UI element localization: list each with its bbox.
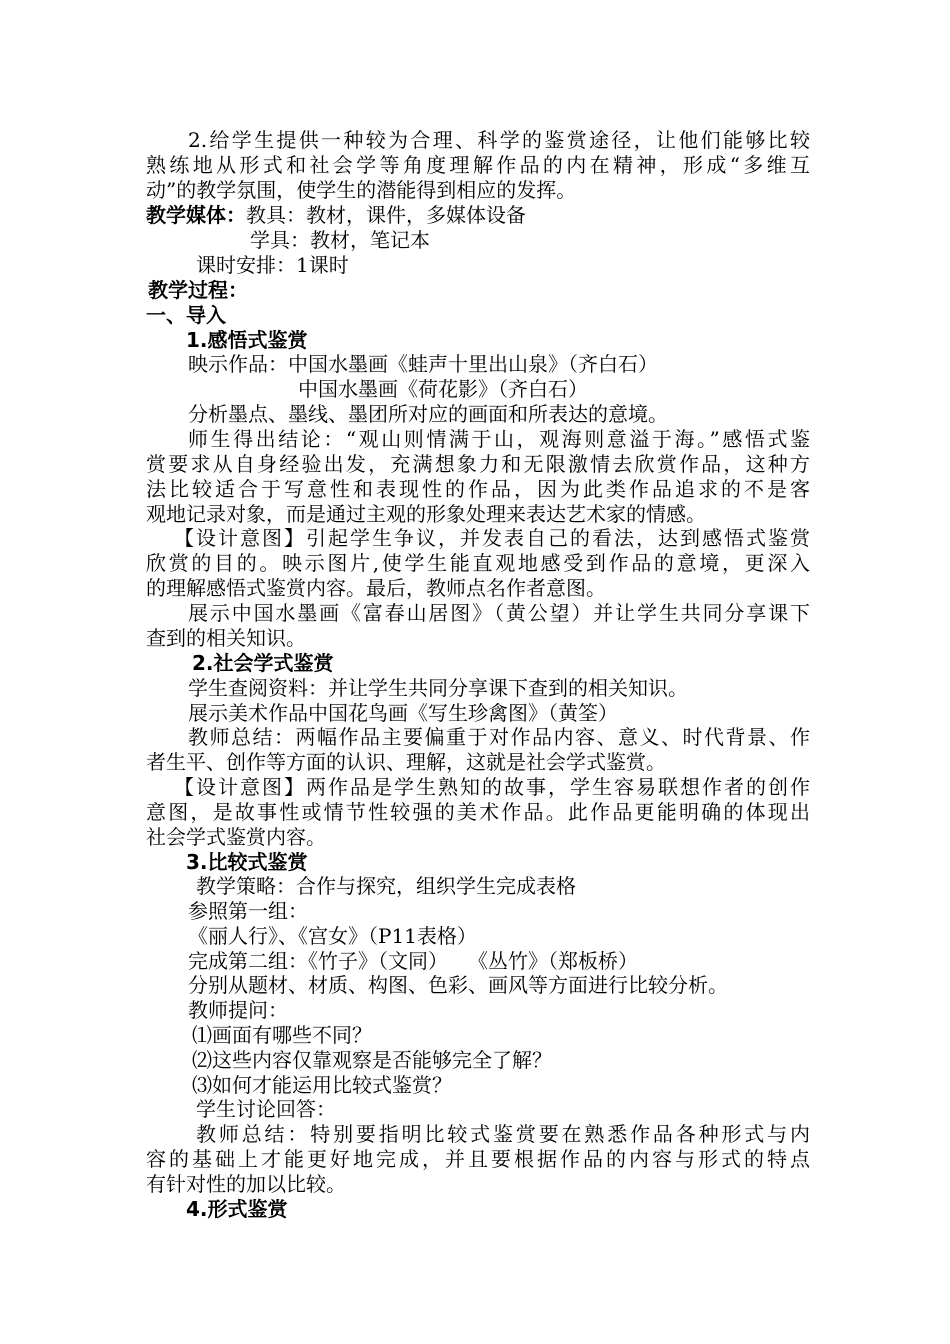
s3-ref: 参照第一组： [188, 899, 308, 923]
s3-group2: 完成第二组：《竹子》（文同） 《丛竹》（郑板桥） [188, 949, 638, 973]
s3-strategy: 教学策略：合作与探究，组织学生完成表格 [196, 874, 576, 898]
conclusion-line-2: 赏要求从自身经验出发，充满想象力和无限激情去欣赏作品，这种方 [146, 452, 810, 476]
s2-line-2: 展示美术作品中国花鸟画《写生珍禽图》（黄筌） [188, 701, 618, 725]
s2-summary-line-2: 者生平、创作等方面的认识、理解，这就是社会学式鉴赏。 [146, 750, 666, 774]
show-line-2: 中国水墨画《荷花影》（齐白石） [298, 377, 588, 401]
analyze-line: 分析墨点、墨线、墨团所对应的画面和所表达的意境。 [188, 402, 668, 426]
design1-line-2: 欣赏的目的。映示图片,使学生能直观地感受到作品的意境，更深入 [146, 551, 810, 575]
media-label: 教学媒体： [146, 203, 246, 227]
show3-line-2: 查到的相关知识。 [146, 626, 306, 650]
show3-line-1: 展示中国水墨画《富春山居图》（黄公望）并让学生共同分享课下 [188, 601, 810, 625]
s3-summary-line-2: 容的基础上才能更好地完成，并且要根据作品的内容与形式的特点 [146, 1147, 810, 1171]
goal2-line-1: 2.给学生提供一种较为合理、科学的鉴赏途径，让他们能够比较 [188, 128, 810, 152]
subsection-3-heading: 3.比较式鉴赏 [186, 850, 308, 874]
subsection-4-heading: 4.形式鉴赏 [186, 1197, 288, 1221]
schedule-line: 课时安排：1课时 [196, 253, 349, 277]
question-1: ⑴画面有哪些不同？ [192, 1023, 372, 1047]
s3-summary-line-1: 教师总结：特别要指明比较式鉴赏要在熟悉作品各种形式与内 [196, 1122, 810, 1146]
media-student: 学具：教材，笔记本 [250, 228, 430, 252]
conclusion-line-1: 师生得出结论：“观山则情满于山，观海则意溢于海。”感悟式鉴 [188, 427, 810, 451]
subsection-2-heading: 2.社会学式鉴赏 [192, 651, 334, 675]
section-1-heading: 一、导入 [146, 303, 226, 327]
design1-line-1: 【设计意图】引起学生争议，并发表自己的看法，达到感悟式鉴赏 [174, 526, 810, 550]
question-3: ⑶如何才能运用比较式鉴赏？ [192, 1073, 452, 1097]
s3-group1: 《丽人行》、《宫女》（P11表格） [188, 924, 477, 948]
s3-ask: 教师提问： [188, 998, 288, 1022]
s3-analyze: 分别从题材、材质、构图、色彩、画风等方面进行比较分析。 [188, 973, 728, 997]
question-2: ⑵这些内容仅靠观察是否能够完全了解？ [192, 1048, 552, 1072]
goal2-line-2: 熟练地从形式和社会学等角度理解作品的内在精神，形成“多维互 [146, 153, 810, 177]
conclusion-line-3: 法比较适合于写意性和表现性的作品，因为此类作品追求的不是客 [146, 477, 810, 501]
design2-line-1: 【设计意图】两作品是学生熟知的故事，学生容易联想作者的创作 [174, 775, 810, 799]
media-teacher: 教具：教材，课件，多媒体设备 [246, 203, 526, 227]
s3-discuss: 学生讨论回答： [196, 1097, 336, 1121]
media-line [146, 203, 810, 228]
s3-summary-line-3: 有针对性的加以比较。 [146, 1172, 346, 1196]
s2-line-1: 学生查阅资料：并让学生共同分享课下查到的相关知识。 [188, 676, 688, 700]
design1-line-3: 的理解感悟式鉴赏内容。最后，教师点名作者意图。 [146, 576, 606, 600]
goal2-line-3: 动”的教学氛围，使学生的潜能得到相应的发挥。 [146, 178, 577, 202]
design2-line-2: 意图，是故事性或情节性较强的美术作品。此作品更能明确的体现出 [146, 800, 810, 824]
show-line-1: 映示作品：中国水墨画《蛙声十里出山泉》（齐白石） [188, 352, 658, 376]
s2-summary-line-1: 教师总结：两幅作品主要偏重于对作品内容、意义、时代背景、作 [188, 725, 810, 749]
conclusion-line-4: 观地记录对象，而是通过主观的形象处理来表达艺术家的情感。 [146, 502, 706, 526]
process-title: 教学过程： [148, 278, 248, 302]
subsection-1-heading: 1.感悟式鉴赏 [186, 328, 308, 352]
design2-line-3: 社会学式鉴赏内容。 [146, 825, 326, 849]
